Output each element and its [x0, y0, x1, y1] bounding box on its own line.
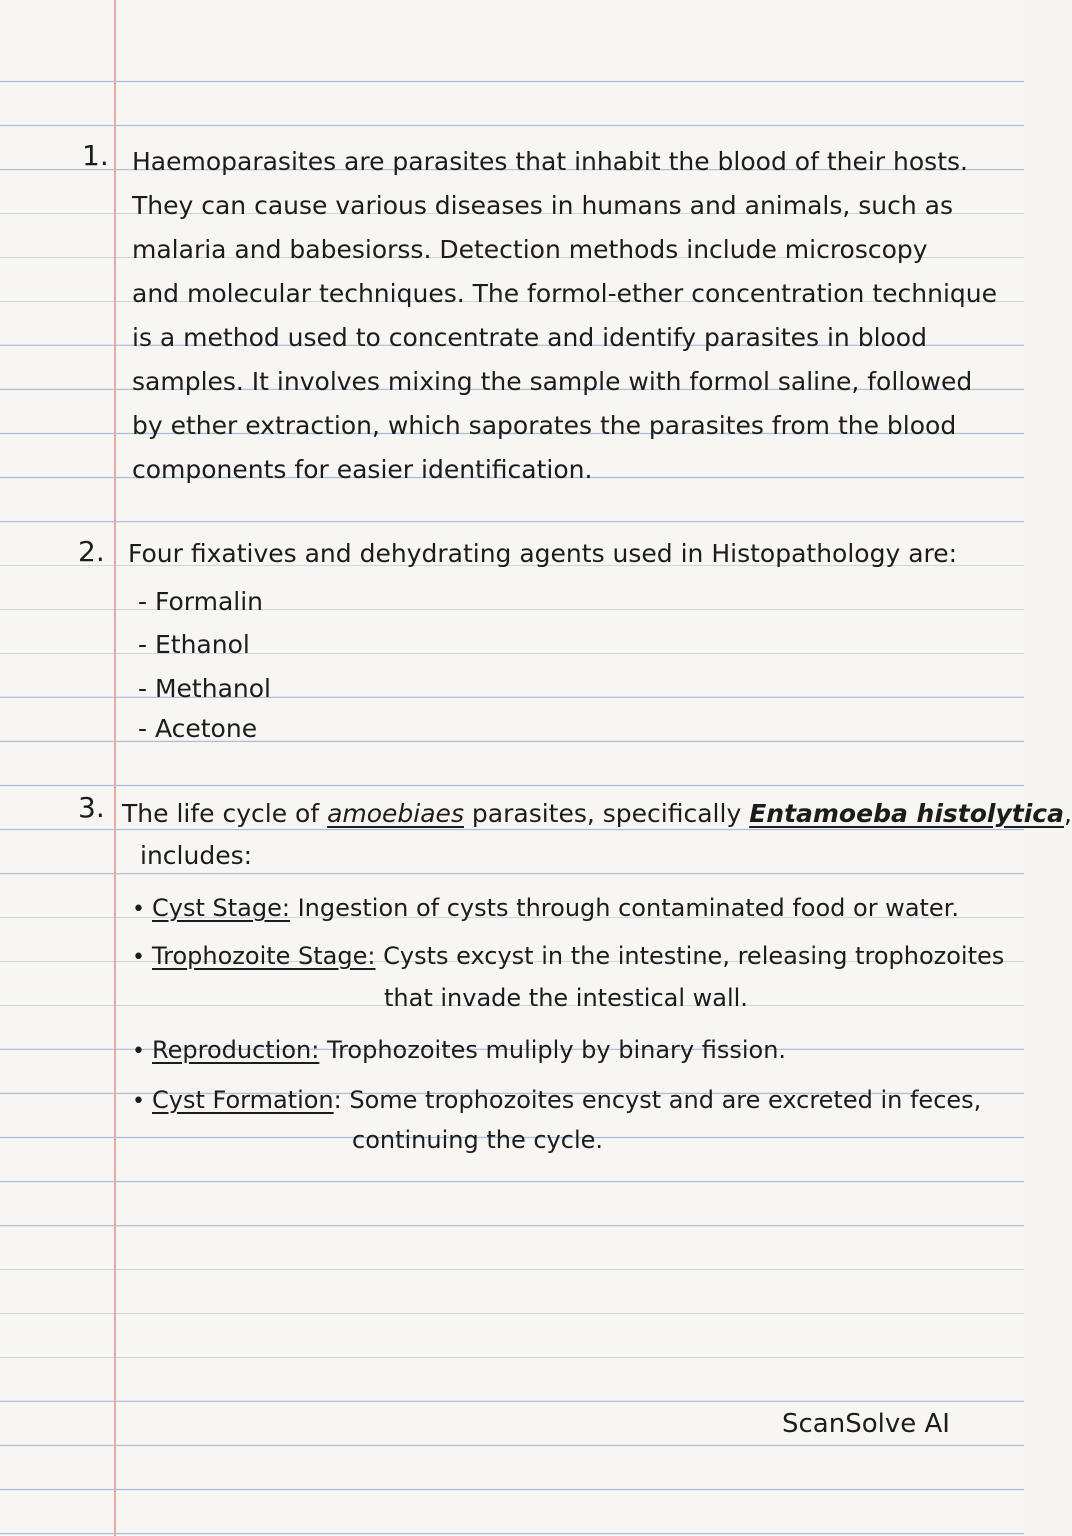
- q3-intro-mid: parasites, specifically: [463, 799, 750, 828]
- stage-name: Cyst Formation: [152, 1086, 334, 1114]
- brand-label: ScanSolve AI: [782, 1409, 950, 1439]
- q3-intro-pre: The life cycle of: [122, 799, 328, 828]
- q2-intro: Four fixatives and dehydrating agents used in Histopathology are:: [128, 539, 958, 568]
- stage-name: Trophozoite Stage:: [152, 942, 376, 970]
- bullet: •: [132, 897, 145, 922]
- q3-intro-post: ,: [1063, 799, 1072, 828]
- q1-paragraph: [132, 140, 1012, 492]
- stage-text: Trophozoites muliply by binary fission.: [319, 1036, 787, 1064]
- q3-intro-line2: includes:: [140, 841, 253, 870]
- bullet: •: [132, 1089, 145, 1114]
- q1-line: samples. It involves mixing the sample with formol saline, followed: [132, 367, 973, 396]
- q2-number: 2.: [78, 535, 105, 568]
- q1-line: is a method used to concentrate and identify parasites in blood: [132, 323, 927, 352]
- q2-item: - Ethanol: [138, 630, 250, 659]
- q1-line: by ether extraction, which saporates the parasites from the blood: [132, 411, 957, 440]
- q3-term-entamoeba: Entamoeba histolytica: [749, 799, 1064, 828]
- stage-text: Ingestion of cysts through contaminated food or water.: [289, 894, 959, 922]
- q1-line: and molecular techniques. The formol-ether concentration technique: [132, 279, 997, 308]
- q1-line: Haemoparasites are parasites that inhabit the blood of their hosts.: [132, 147, 968, 176]
- q3-stage-reproduction: [132, 1028, 786, 1074]
- q3-stage-cyst: [132, 886, 959, 932]
- stage-name: Reproduction:: [152, 1036, 320, 1064]
- q3-stage-trophozoite: [132, 934, 1004, 980]
- stage-text: : Some trophozoites encyst and are excreted in feces,: [333, 1086, 982, 1114]
- q2-item: - Formalin: [138, 587, 263, 616]
- bullet: •: [132, 1039, 145, 1064]
- stage-name: Cyst Stage:: [152, 894, 290, 922]
- q1-number: 1.: [82, 139, 109, 172]
- q3-intro: [122, 792, 1072, 836]
- margin-line: [114, 0, 116, 1536]
- q1-line: They can cause various diseases in humans and animals, such as: [132, 191, 954, 220]
- q1-line: malaria and babesiorss. Detection methods include microscopy: [132, 235, 928, 264]
- stage-text: Cysts excyst in the intestine, releasing trophozoites: [375, 942, 1005, 970]
- stage-continuation: continuing the cycle.: [352, 1126, 604, 1154]
- q3-term-amoebiaes: amoebiaes: [327, 799, 464, 828]
- q2-item: - Acetone: [138, 714, 258, 743]
- q2-item: - Methanol: [138, 674, 271, 703]
- bullet: •: [132, 945, 145, 970]
- stage-continuation: that invade the intestical wall.: [384, 984, 748, 1012]
- q3-number: 3.: [78, 791, 105, 824]
- q1-line: components for easier identification.: [132, 455, 593, 484]
